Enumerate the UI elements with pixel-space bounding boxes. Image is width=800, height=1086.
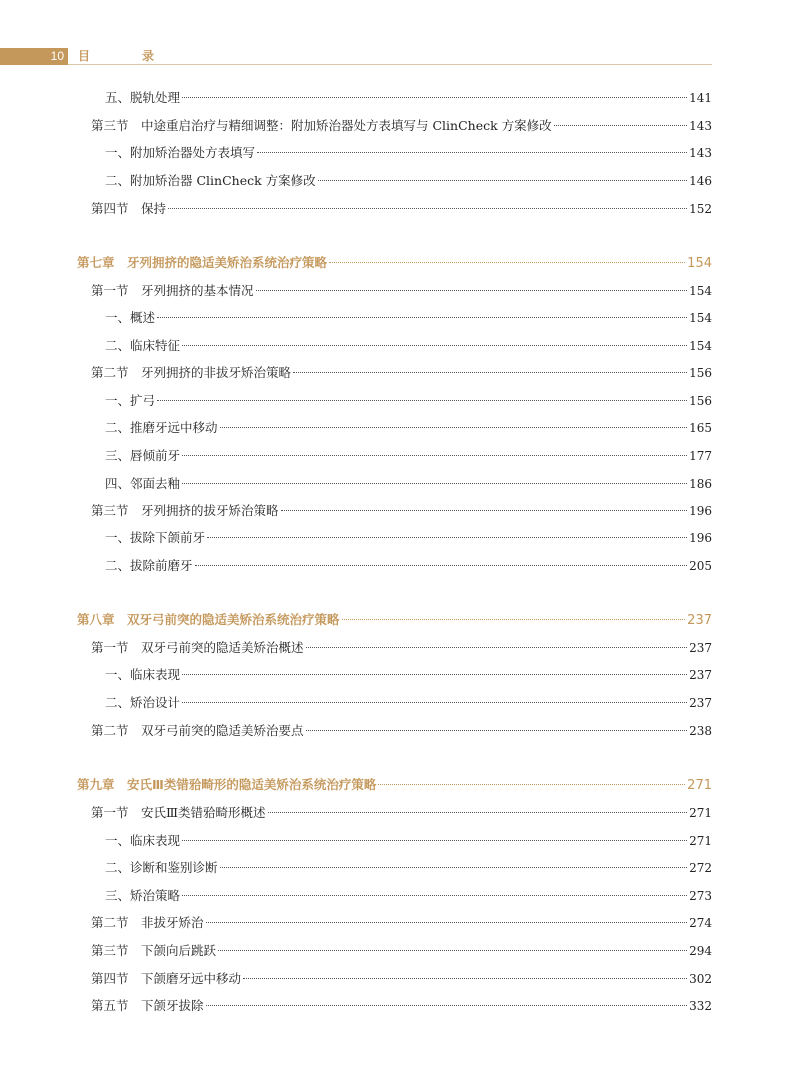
toc-subsection-entry xyxy=(105,887,712,905)
toc-section-entry xyxy=(91,942,712,960)
toc-section-entry xyxy=(91,639,712,657)
toc-entry-page: 154 xyxy=(689,284,712,298)
toc-chapter-entry xyxy=(77,254,712,273)
page-number: 10 xyxy=(0,48,68,65)
toc-leader-dots xyxy=(168,208,687,209)
toc-entry-page: 177 xyxy=(689,449,712,463)
toc-entry-label: 第七章 牙列拥挤的隐适美矫治系统治疗策略 xyxy=(77,255,328,270)
toc-entry-label: 第二节 牙列拥挤的非拔牙矫治策略 xyxy=(91,365,292,380)
toc-leader-dots xyxy=(318,180,687,181)
toc-leader-dots xyxy=(220,427,688,428)
toc-section-entry xyxy=(91,117,712,135)
toc-entry-label: 一、概述 xyxy=(105,310,156,325)
toc-entry-label: 一、临床表现 xyxy=(105,667,181,682)
toc-section-entry xyxy=(91,502,712,520)
toc-leader-dots xyxy=(281,510,688,511)
toc-entry-page: 143 xyxy=(689,119,712,133)
toc-section-entry xyxy=(91,804,712,822)
toc-leader-dots xyxy=(342,619,686,620)
toc-entry-page: 273 xyxy=(689,889,712,903)
toc-entry-label: 第一节 安氏Ⅲ类错𬌗畸形概述 xyxy=(91,805,266,820)
toc-subsection-entry xyxy=(105,557,712,575)
toc-entry-label: 第三节 牙列拥挤的拔牙矫治策略 xyxy=(91,503,279,518)
toc-subsection-entry xyxy=(105,832,712,850)
toc-entry-label: 第一节 双牙弓前突的隐适美矫治概述 xyxy=(91,640,304,655)
toc-leader-dots xyxy=(182,345,687,346)
toc-entry-label: 第九章 安氏Ⅲ类错𬌗畸形的隐适美矫治系统治疗策略 xyxy=(77,777,377,792)
toc-entry-page: 271 xyxy=(687,778,712,793)
toc-entry-label: 第四节 下颌磨牙远中移动 xyxy=(91,971,242,986)
toc-entry-label: 第三节 中途重启治疗与精细调整：附加矫治器处方表填写与 ClinCheck 方案修改 xyxy=(91,118,552,133)
toc-entry-page: 154 xyxy=(689,311,712,325)
toc-entry-page: 146 xyxy=(689,174,712,188)
toc-entry-label: 三、唇倾前牙 xyxy=(105,448,181,463)
toc-entry-page: 152 xyxy=(689,202,712,216)
toc-entry-label: 第四节 保持 xyxy=(91,201,167,216)
toc-leader-dots xyxy=(554,125,687,126)
toc-entry-label: 二、临床特征 xyxy=(105,338,181,353)
toc-leader-dots xyxy=(195,565,688,566)
toc-entry-label: 二、拔除前磨牙 xyxy=(105,558,193,573)
toc-subsection-entry xyxy=(105,666,712,684)
toc-entry-page: 271 xyxy=(689,834,712,848)
toc-leader-dots xyxy=(157,317,687,318)
toc-subsection-entry xyxy=(105,392,712,410)
toc-entry-page: 154 xyxy=(689,339,712,353)
toc-leader-dots xyxy=(207,537,687,538)
toc-section-entry xyxy=(91,200,712,218)
toc-leader-dots xyxy=(182,455,687,456)
toc-subsection-entry xyxy=(105,859,712,877)
toc-entry-label: 第二节 双牙弓前突的隐适美矫治要点 xyxy=(91,723,304,738)
toc-entry-label: 第五节 下颌牙拔除 xyxy=(91,998,204,1013)
toc-chapter-entry xyxy=(77,611,712,630)
toc-entry-page: 156 xyxy=(689,366,712,380)
toc-subsection-entry xyxy=(105,172,712,190)
toc-leader-dots xyxy=(182,702,687,703)
toc-entry-page: 196 xyxy=(689,504,712,518)
toc-entry-page: 156 xyxy=(689,394,712,408)
toc-leader-dots xyxy=(243,978,687,979)
toc-entry-label: 三、矫治策略 xyxy=(105,888,181,903)
toc-entry-label: 四、邻面去釉 xyxy=(105,476,181,491)
toc-entry-page: 205 xyxy=(689,559,712,573)
toc-entry-label: 第八章 双牙弓前突的隐适美矫治系统治疗策略 xyxy=(77,612,340,627)
toc-entry-label: 一、扩弓 xyxy=(105,393,156,408)
toc-leader-dots xyxy=(182,674,687,675)
toc-leader-dots xyxy=(306,647,688,648)
toc-subsection-entry xyxy=(105,475,712,493)
toc-subsection-entry xyxy=(105,694,712,712)
toc-subsection-entry xyxy=(105,447,712,465)
toc-entry-page: 196 xyxy=(689,531,712,545)
toc-entry-label: 一、拔除下颌前牙 xyxy=(105,530,206,545)
toc-entry-label: 五、脱轨处理 xyxy=(105,90,181,105)
toc-entry-page: 238 xyxy=(689,724,712,738)
toc-entry-page: 237 xyxy=(687,613,712,628)
toc-leader-dots xyxy=(256,290,688,291)
toc-entry-page: 165 xyxy=(689,421,712,435)
toc-section-entry xyxy=(91,722,712,740)
toc-entry-page: 274 xyxy=(689,916,712,930)
toc-entry-label: 一、附加矫治器处方表填写 xyxy=(105,145,256,160)
toc-subsection-entry xyxy=(105,309,712,327)
toc-entry-page: 237 xyxy=(689,641,712,655)
toc-leader-dots xyxy=(268,812,688,813)
toc-leader-dots xyxy=(206,1005,688,1006)
toc-entry-label: 二、推磨牙远中移动 xyxy=(105,420,218,435)
toc-entry-page: 294 xyxy=(689,944,712,958)
toc-entry-page: 272 xyxy=(689,861,712,875)
toc-entry-page: 186 xyxy=(689,477,712,491)
toc-subsection-entry xyxy=(105,419,712,437)
toc-section-entry xyxy=(91,282,712,300)
toc-entry-page: 237 xyxy=(689,696,712,710)
toc-entry-label: 二、诊断和鉴别诊断 xyxy=(105,860,218,875)
toc-leader-dots xyxy=(182,483,687,484)
toc-subsection-entry xyxy=(105,144,712,162)
toc-entry-page: 271 xyxy=(689,806,712,820)
toc-entry-label: 第一节 牙列拥挤的基本情况 xyxy=(91,283,254,298)
toc-leader-dots xyxy=(206,922,688,923)
toc-leader-dots xyxy=(182,895,687,896)
toc-entry-page: 332 xyxy=(689,999,712,1013)
toc-leader-dots xyxy=(306,730,688,731)
toc-entry-label: 二、附加矫治器 ClinCheck 方案修改 xyxy=(105,173,316,188)
toc-section-entry xyxy=(91,364,712,382)
toc-section-entry xyxy=(91,914,712,932)
toc-leader-dots xyxy=(378,784,685,785)
toc-entry-page: 143 xyxy=(689,146,712,160)
toc-entry-page: 237 xyxy=(689,668,712,682)
toc-entry-label: 第三节 下颌向后跳跃 xyxy=(91,943,217,958)
toc-leader-dots xyxy=(220,867,688,868)
toc-entry-page: 141 xyxy=(689,91,712,105)
toc-leader-dots xyxy=(293,372,687,373)
toc-chapter-entry xyxy=(77,776,712,795)
toc-leader-dots xyxy=(182,97,687,98)
toc-section-entry xyxy=(91,997,712,1015)
toc-subsection-entry xyxy=(105,337,712,355)
header-rule xyxy=(68,64,712,65)
header-title: 目 录 xyxy=(78,49,175,63)
toc-entry-page: 302 xyxy=(689,972,712,986)
toc-entry-label: 第二节 非拔牙矫治 xyxy=(91,915,204,930)
toc-entry-page: 154 xyxy=(687,256,712,271)
toc-subsection-entry xyxy=(105,89,712,107)
toc-entry-label: 一、临床表现 xyxy=(105,833,181,848)
toc-section-entry xyxy=(91,970,712,988)
toc-leader-dots xyxy=(257,152,687,153)
toc-leader-dots xyxy=(182,840,687,841)
toc-leader-dots xyxy=(218,950,687,951)
toc-subsection-entry xyxy=(105,529,712,547)
toc-leader-dots xyxy=(329,262,685,263)
toc-leader-dots xyxy=(157,400,687,401)
page-header xyxy=(0,48,712,66)
toc-entry-label: 二、矫治设计 xyxy=(105,695,181,710)
